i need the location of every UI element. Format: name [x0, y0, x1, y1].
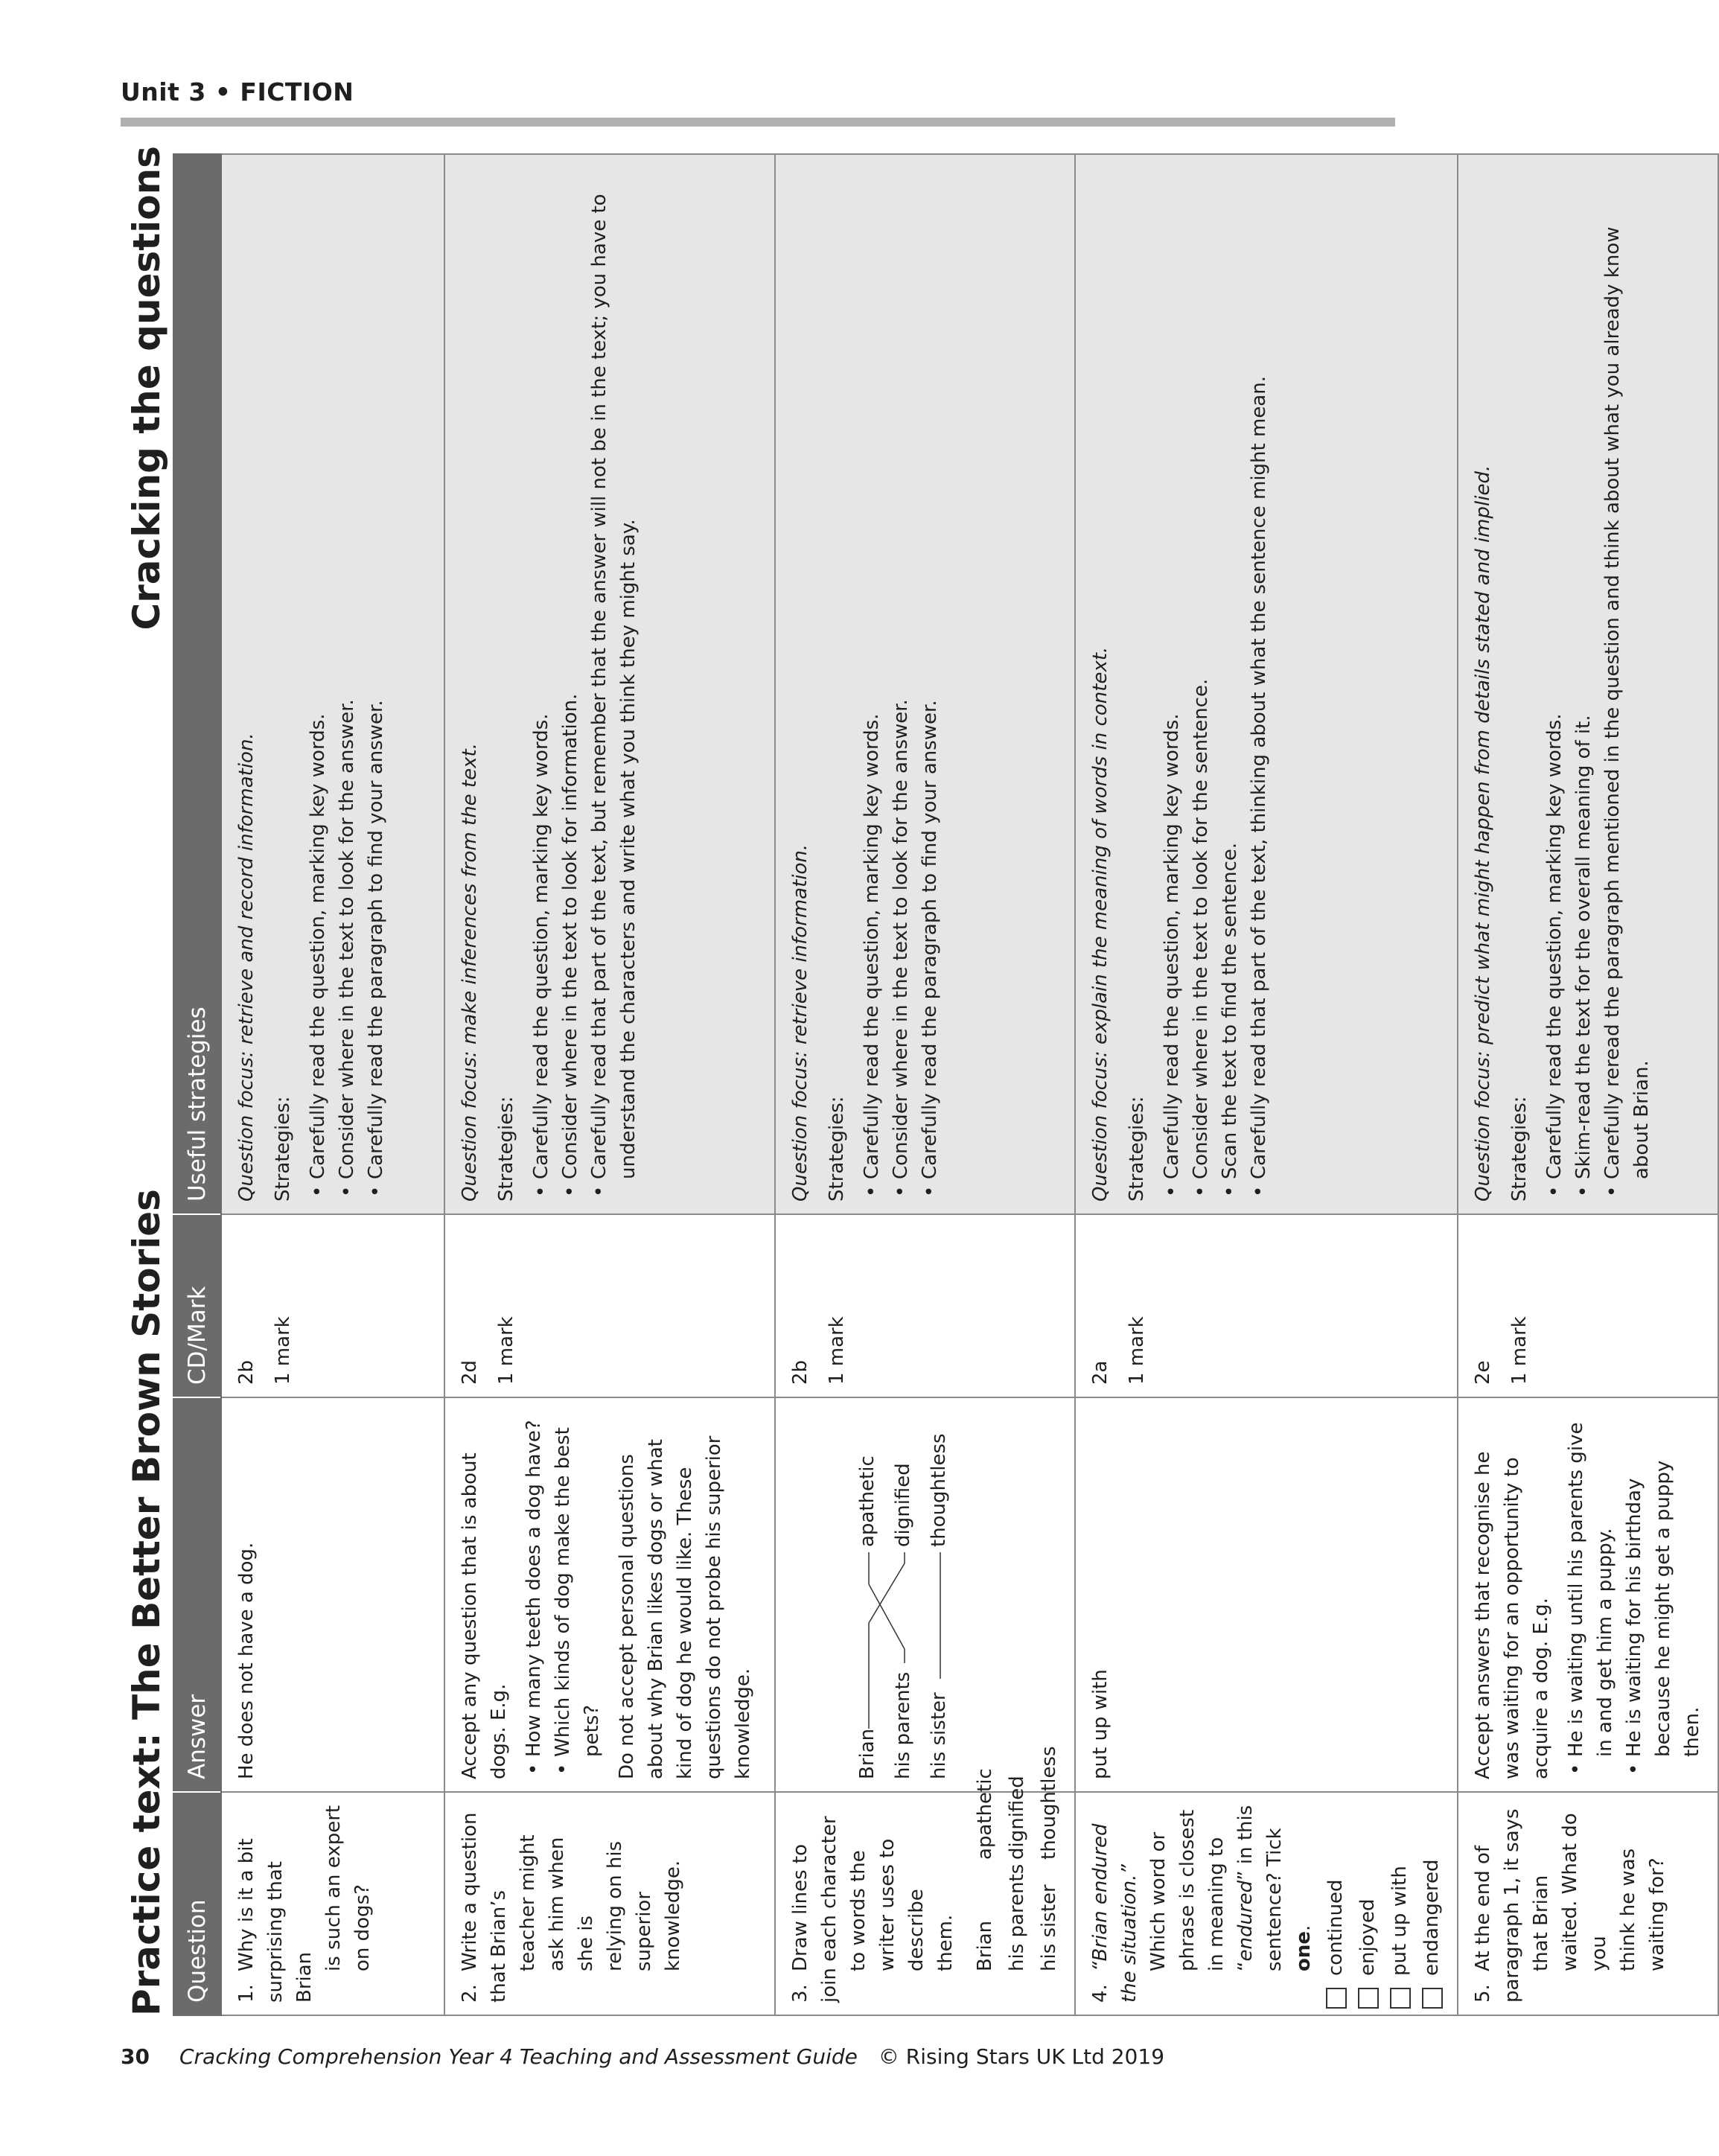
- strategy-item: • Carefully read the paragraph to find your answer.: [916, 167, 945, 1202]
- tick-option[interactable]: [1417, 1805, 1447, 2009]
- strategy-item: • Carefully reread the paragraph mentioned in the question and think about what you already know about Brian.: [1598, 167, 1656, 1202]
- strategies-cell: [221, 154, 444, 1214]
- table-row: [221, 154, 444, 2015]
- mark-value: 1 mark: [826, 1316, 848, 1385]
- strategy-item: • Consider where in the text to look for information.: [556, 167, 585, 1202]
- question-match-columns: [971, 1746, 1064, 2003]
- title-row: [119, 146, 179, 2016]
- answer-examples: [1562, 1410, 1707, 1779]
- content-domain-code: 2b: [235, 1359, 258, 1385]
- answer-cell: [221, 1397, 444, 1792]
- table-row: [444, 154, 775, 2015]
- section-title: Cracking the questions: [125, 146, 168, 631]
- question-number: 1.: [235, 1984, 258, 2003]
- answer-example: • He is waiting until his parents give in and get him a puppy.: [1562, 1410, 1620, 1779]
- question-text: At the end of paragraph 1, it says: [1472, 1808, 1523, 2003]
- matching-answer: [853, 1410, 965, 1779]
- question-text: is such an expert on dogs?: [322, 1805, 374, 1971]
- question-focus: Question focus: explain the meaning of words in context.: [1089, 646, 1112, 1202]
- strategy-item: • Carefully read that part of the text, thinking about what the sentence might mean.: [1245, 167, 1274, 1202]
- tick-box[interactable]: [1326, 1988, 1347, 2009]
- strategy-item: • Carefully read the question, marking key words.: [1158, 167, 1187, 1202]
- answer-cell: [1458, 1397, 1718, 1792]
- question-text: that Brian waited. What do you: [1530, 1813, 1610, 1971]
- character-label: his parents: [1006, 1863, 1028, 1971]
- question-number: 5.: [1472, 1984, 1494, 2003]
- strategy-item: • Carefully read the question, marking key words.: [527, 167, 556, 1202]
- strategy-list: [1540, 167, 1656, 1202]
- question-number: 3.: [789, 1984, 811, 2003]
- strategies-cell: [444, 154, 775, 1214]
- character-label: his sister: [928, 1692, 950, 1779]
- content-domain-code: 2d: [459, 1359, 481, 1385]
- table-row: [1075, 154, 1458, 2015]
- question-text: relying on his superior knowledge.: [604, 1840, 684, 1971]
- answer-note: Do not accept personal questions about why Brian likes dogs or what kind of dog he would like. These questions do not probe his superior knowledge.: [616, 1435, 754, 1779]
- option-label: continued: [1324, 1879, 1347, 1976]
- header-cd-mark: CD/Mark: [173, 1214, 221, 1397]
- question-cell: [775, 1746, 1075, 2015]
- question-text: Write a question that Brian’s: [459, 1812, 510, 2003]
- answer-intro: Accept answers that recognise he was waiting for an opportunity to acquire a dog. E.g.: [1472, 1451, 1552, 1779]
- mark-value: 1 mark: [495, 1316, 517, 1385]
- strategies-label: Strategies:: [1508, 1096, 1531, 1202]
- book-title: Cracking Comprehension Year 4 Teaching and Assessment Guide: [179, 2044, 858, 2069]
- strategy-item: • Skim-read the text for the overall meaning of it.: [1569, 167, 1598, 1202]
- mark-value: 1 mark: [1508, 1316, 1531, 1385]
- tick-option[interactable]: [1385, 1805, 1415, 2009]
- strategy-item: • Scan the text to find the sentence.: [1216, 167, 1245, 1202]
- strategy-list: [304, 167, 391, 1202]
- strategies-cell: [775, 154, 1075, 1214]
- tick-box[interactable]: [1422, 1988, 1443, 2009]
- mark-value: 1 mark: [272, 1316, 294, 1385]
- tick-box[interactable]: [1390, 1988, 1411, 2009]
- mark-cell: [1458, 1214, 1718, 1397]
- question-text: Draw lines to join each character: [789, 1816, 841, 2003]
- content-domain-code: 2b: [789, 1359, 811, 1385]
- character-label: his sister: [1038, 1884, 1060, 1971]
- answer-examples: [520, 1410, 607, 1779]
- table-row: [1458, 154, 1718, 2015]
- question-quote: “Brian endured the situation.”: [1089, 1823, 1141, 2003]
- option-label: enjoyed: [1356, 1898, 1379, 1976]
- header-rule: [121, 118, 1395, 127]
- strategy-item: • Carefully read the paragraph to find your answer.: [362, 167, 391, 1202]
- question-number: 2.: [459, 1984, 481, 2003]
- tick-box[interactable]: [1358, 1988, 1379, 2009]
- tick-option[interactable]: [1321, 1805, 1350, 2009]
- page-number: 30: [121, 2044, 150, 2069]
- strategy-list: [527, 167, 643, 1202]
- question-text: think he was waiting for?: [1617, 1848, 1668, 1971]
- answer-text: He does not have a dog.: [235, 1542, 258, 1779]
- practice-title: Practice text: The Better Brown Stories: [125, 1189, 168, 2016]
- mark-cell: [221, 1214, 444, 1397]
- character-label: Brian: [856, 1728, 878, 1779]
- copyright: © Rising Stars UK Ltd 2019: [878, 2044, 1165, 2069]
- content-domain-code: 2a: [1089, 1360, 1112, 1385]
- strategies-label: Strategies:: [495, 1096, 517, 1202]
- mark-value: 1 mark: [1126, 1316, 1148, 1385]
- question-focus: Question focus: make inferences from the text.: [459, 743, 481, 1202]
- character-label: Brian: [974, 1920, 996, 1971]
- answer-example: • Which kinds of dog make the best pets?: [549, 1410, 607, 1779]
- table-row: [775, 154, 1075, 2015]
- question-focus: Question focus: retrieve and record information.: [235, 733, 258, 1202]
- strategies-label: Strategies:: [826, 1096, 848, 1202]
- strategy-list: [858, 167, 945, 1202]
- strategy-item: • Consider where in the text to look for the answer.: [333, 167, 362, 1202]
- strategy-item: • Consider where in the text to look for the answer.: [887, 167, 916, 1202]
- header-strategies: Useful strategies: [173, 154, 221, 1214]
- question-focus: Question focus: predict what might happen from details stated and implied.: [1472, 465, 1494, 1202]
- rotated-page-content: [119, 146, 1703, 2016]
- question-number: 4.: [1089, 1984, 1112, 2003]
- question-cell: [1458, 1792, 1718, 2015]
- unit-label: Unit 3 • FICTION: [121, 77, 354, 106]
- mark-cell: [775, 1214, 1075, 1397]
- strategies-label: Strategies:: [1126, 1096, 1148, 1202]
- header-question: Question: [173, 1792, 221, 2015]
- header-answer: Answer: [173, 1397, 221, 1792]
- table-header-row: [173, 154, 221, 2015]
- page-footer: [121, 2044, 1164, 2069]
- question-cell: [444, 1792, 775, 2015]
- word-label: apathetic: [856, 1455, 878, 1547]
- answer-cell: [1075, 1397, 1458, 1792]
- option-label: put up with: [1388, 1866, 1411, 1976]
- word-label: dignified: [1006, 1776, 1028, 1860]
- character-label: his parents: [892, 1671, 914, 1779]
- word-label: dignified: [892, 1463, 914, 1547]
- question-text: Why is it a bit surprising that Brian: [235, 1838, 316, 2003]
- word-label: thoughtless: [1038, 1746, 1060, 1860]
- question-text: teacher might ask him when she is: [517, 1834, 597, 1971]
- answer-intro: Accept any question that is about dogs. E.g.: [459, 1452, 510, 1779]
- mark-cell: [1075, 1214, 1458, 1397]
- word-label: thoughtless: [928, 1433, 950, 1547]
- strategy-item: • Carefully read the question, marking key words.: [304, 167, 333, 1202]
- question-text: Which word or phrase is closest in meaning to “endured” in this sentence? Tick one.: [1147, 1805, 1315, 1971]
- answer-example: • How many teeth does a dog have?: [520, 1410, 549, 1779]
- question-text: to words the writer uses to describe: [847, 1838, 928, 1971]
- tick-option[interactable]: [1353, 1805, 1382, 2009]
- strategy-item: • Carefully read the question, marking key words.: [858, 167, 887, 1202]
- questions-table: [173, 153, 1719, 2016]
- option-label: endangered: [1420, 1859, 1443, 1976]
- strategy-list: [1158, 167, 1274, 1202]
- strategies-cell: [1075, 154, 1458, 1214]
- mark-cell: [444, 1214, 775, 1397]
- question-cell: [221, 1792, 444, 2015]
- answer-example: • He is waiting for his birthday because he might get a puppy then.: [1620, 1410, 1707, 1779]
- strategies-cell: [1458, 154, 1718, 1214]
- word-label: apathetic: [974, 1768, 996, 1860]
- answer-text: put up with: [1089, 1669, 1112, 1779]
- answer-cell: [775, 1397, 1075, 1792]
- answer-cell: [444, 1397, 775, 1792]
- strategy-item: • Carefully read that part of the text, but remember that the answer will not be in the text; you have to understand the characters and write what you think they might say.: [585, 167, 643, 1202]
- strategy-item: • Carefully read the question, marking key words.: [1540, 167, 1569, 1202]
- question-text: them.: [934, 1914, 957, 1971]
- strategies-label: Strategies:: [272, 1096, 294, 1202]
- strategy-item: • Consider where in the text to look for the sentence.: [1187, 167, 1216, 1202]
- question-cell: [1075, 1792, 1458, 2015]
- content-domain-code: 2e: [1472, 1360, 1494, 1385]
- question-focus: Question focus: retrieve information.: [789, 843, 811, 1202]
